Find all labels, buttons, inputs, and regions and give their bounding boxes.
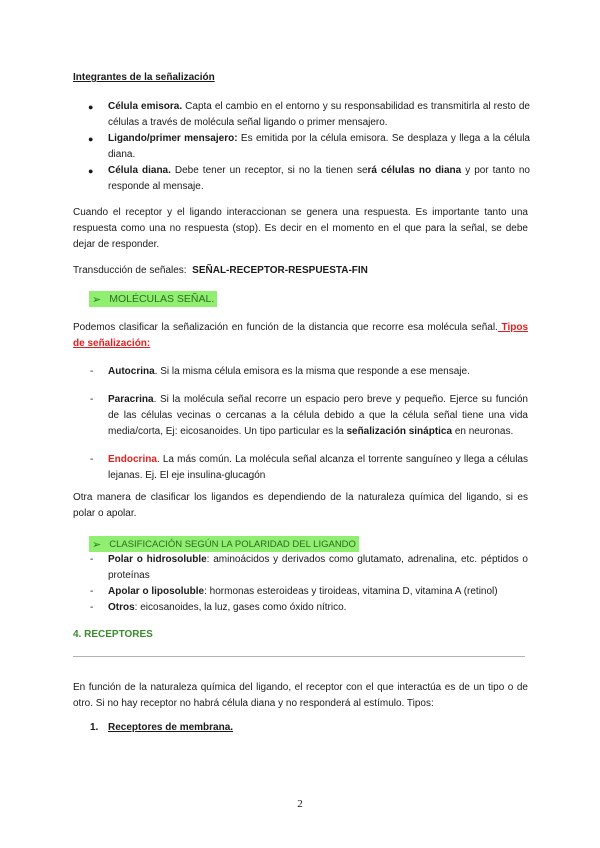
list-item (88, 552, 528, 584)
description: . Si la misma célula emisora es la misma que responde a ese mensaje. (154, 366, 470, 377)
dash-marker: - (90, 454, 94, 465)
description: y por tanto no responde al mensaje. (108, 165, 530, 192)
description: Capta el cambio en el entorno y su responsabilidad es transmitirla al resto de células a través de molécula señal ligando o primer mensajero. (108, 101, 530, 128)
list-item (88, 131, 530, 163)
description-bold: rá células no diana (367, 165, 462, 176)
bullet-icon: ● (88, 102, 94, 112)
list-item (88, 163, 530, 195)
term: Paracrina (108, 394, 154, 405)
page-number: 2 (297, 798, 303, 810)
polarity-list (88, 552, 528, 616)
list-item (88, 364, 528, 380)
heading-label: MOLÉCULAS SEÑAL. (109, 293, 215, 305)
heading-molecules (89, 291, 217, 307)
transduction-label: Transducción de señales: (73, 265, 187, 276)
list-item (88, 392, 528, 440)
term: Ligando/primer mensajero: (108, 133, 238, 144)
signaling-types-list (88, 364, 528, 496)
arrow-icon: ➢ (92, 293, 102, 306)
list-item (88, 452, 528, 484)
description: : eicosanoides, la luz, gases como óxido nítrico. (134, 602, 347, 613)
description: . Si la molécula señal recorre un espacio pero breve y pequeño. Ejerce su función de las células vecinas o cercanas a la célula debido a que la célula señal tiene una vida media/corta, Ej: eicosanoides. Un tipo particular es la (108, 394, 528, 437)
term: Apolar o liposoluble (108, 586, 205, 597)
list-item (88, 600, 528, 616)
numbered-item (90, 722, 233, 733)
divider (73, 656, 525, 657)
dash-marker: - (90, 366, 94, 377)
term: Polar o hidrosoluble (108, 554, 207, 565)
term: Célula emisora. (108, 101, 183, 112)
bullet-icon: ● (88, 134, 94, 144)
term: Otros (108, 602, 135, 613)
item-number: 1. (90, 722, 99, 733)
description: Debe tener un receptor, si no la tienen se (170, 165, 368, 176)
dash-marker: - (90, 586, 94, 597)
description: : hormonas esteroideas y tiroideas, vitamina D, vitamina A (retinol) (204, 586, 498, 597)
paragraph: Otra manera de clasificar los ligandos es dependiendo de la naturaleza química del ligando, si es polar o apolar. (73, 492, 528, 519)
types-link[interactable]: Tipos de señalización: (73, 322, 528, 349)
section-heading-receptores: 4. RECEPTORES (73, 629, 153, 640)
transduction-line (73, 263, 368, 279)
description-bold: señalización sináptica (346, 426, 453, 437)
paragraph: En función de la naturaleza química del ligando, el receptor con el que interactúa es de un tipo o de otro. Si no hay receptor no habrá célula diana y no responderá al estímulo. Tipos: (73, 682, 528, 709)
heading-label: CLASIFICACIÓN SEGÚN LA POLARIDAD DEL LIGANDO (109, 538, 356, 550)
paragraph-text: Podemos clasificar la señalización en función de la distancia que recorre esa molécula señal. (73, 322, 498, 333)
paragraph (73, 320, 528, 352)
components-list (88, 99, 530, 195)
bullet-icon: ● (88, 166, 94, 176)
heading-polarity (89, 536, 359, 552)
description: . La más común. La molécula señal alcanza el torrente sanguíneo y llega a células lejanas. Ej. El eje insulina-glucagón (108, 454, 528, 481)
term: Célula diana. (108, 165, 171, 176)
term: Autocrina (108, 366, 155, 377)
description: en neuronas. (452, 426, 514, 437)
description: Es emitida por la célula emisora. Se desplaza y llega a la célula diana. (108, 133, 530, 160)
term: Endocrina (108, 454, 157, 465)
item-label: Receptores de membrana. (108, 722, 234, 733)
list-item (88, 99, 530, 131)
paragraph: Cuando el receptor y el ligando interaccionan se genera una respuesta. Es importante tanto una respuesta como una no respuesta (stop). Es decir en el momento en el que para la señal, se debe dejar de responder. (73, 207, 528, 250)
dash-marker: - (90, 602, 94, 613)
transduction-value: SEÑAL-RECEPTOR-RESPUESTA-FIN (192, 265, 368, 276)
dash-marker: - (90, 554, 94, 565)
dash-marker: - (90, 394, 94, 405)
description: : aminoácidos y derivados como glutamato, adrenalina, etc. péptidos o proteínas (108, 554, 528, 581)
list-item (88, 584, 528, 600)
arrow-icon: ➢ (92, 538, 102, 551)
section-title: Integrantes de la señalización (73, 72, 215, 83)
